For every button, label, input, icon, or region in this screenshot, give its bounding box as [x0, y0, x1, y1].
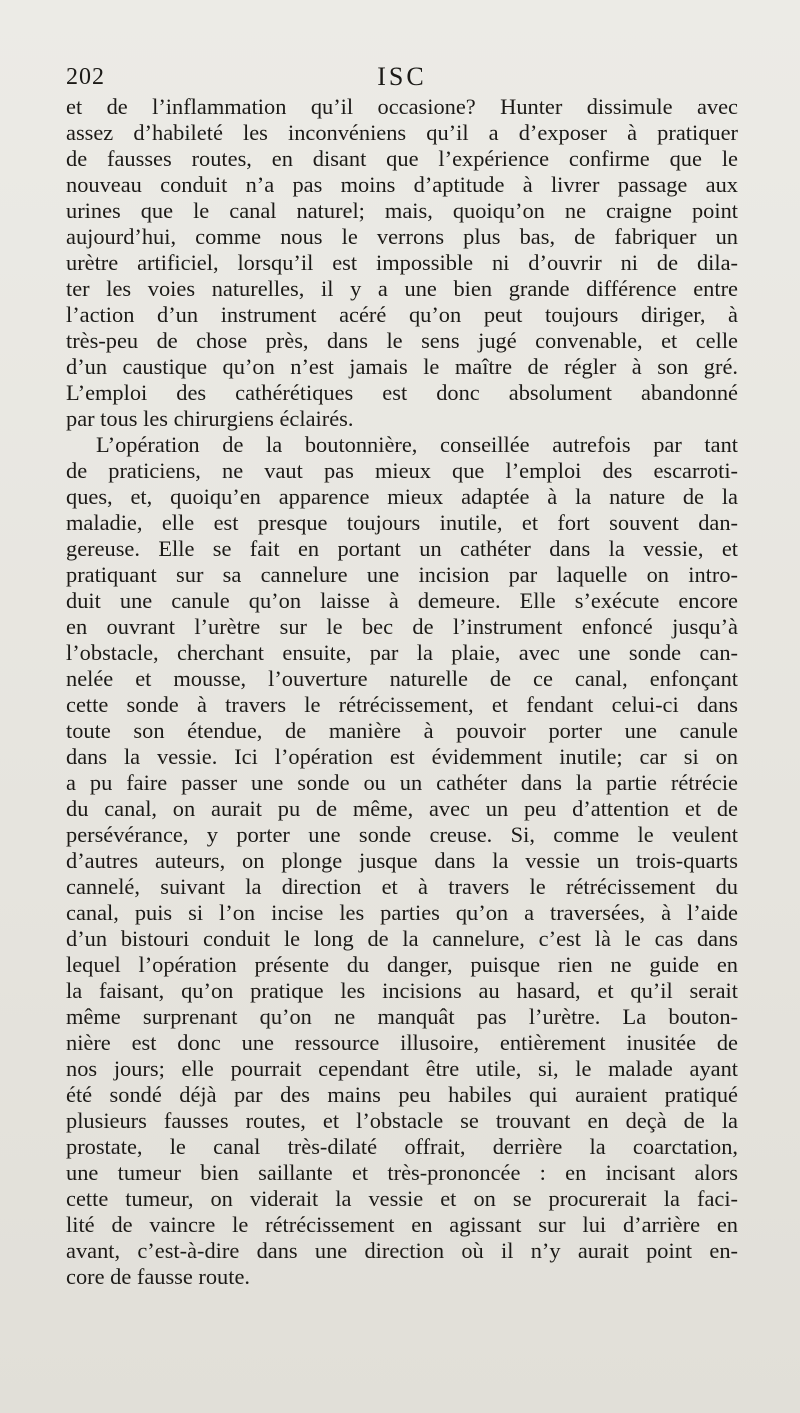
text-line: L’emploi des cathérétiques est donc absolument abandonné	[66, 380, 738, 405]
text-line: canal, puis si l’on incise les parties qu’on a traversées, à l’aide	[66, 900, 738, 925]
running-head: ISC	[377, 62, 427, 91]
text-line: nouveau conduit n’a pas moins d’aptitude à livrer passage aux	[66, 172, 738, 197]
text-line: ques, et, quoiqu’en apparence mieux adaptée à la nature de la	[66, 484, 738, 509]
text-line: même surprenant qu’on ne manquât pas l’urètre. La bouton-	[66, 1004, 738, 1029]
text-line: L’opération de la boutonnière, conseillée autrefois par tant	[96, 432, 738, 457]
text-line: lité de vaincre le rétrécissement en agissant sur lui d’arrière en	[66, 1212, 738, 1237]
text-line: l’action d’un instrument acéré qu’on peut toujours diriger, à	[66, 302, 738, 327]
body-text	[66, 94, 738, 1290]
text-line: très-peu de chose près, dans le sens jugé convenable, et celle	[66, 328, 738, 353]
text-line: maladie, elle est presque toujours inutile, et fort souvent dan-	[66, 510, 738, 535]
text-line: la faisant, qu’on pratique les incisions au hasard, et qu’il serait	[66, 978, 738, 1003]
text-line: urètre artificiel, lorsqu’il est impossible ni d’ouvrir ni de dila-	[66, 250, 738, 275]
text-line: plusieurs fausses routes, et l’obstacle se trouvant en deçà de la	[66, 1108, 738, 1133]
page-number: 202	[66, 64, 105, 90]
text-line: pratiquant sur sa cannelure une incision par laquelle on intro-	[66, 562, 738, 587]
text-line: du canal, on aurait pu de même, avec un peu d’attention et de	[66, 796, 738, 821]
text-line: par tous les chirurgiens éclairés.	[66, 406, 354, 431]
text-line: de praticiens, ne vaut pas mieux que l’emploi des escarroti-	[66, 458, 738, 483]
text-line: en ouvrant l’urètre sur le bec de l’instrument enfoncé jusqu’à	[66, 614, 738, 639]
text-line: ter les voies naturelles, il y a une bien grande différence entre	[66, 276, 738, 301]
text-line: et de l’inflammation qu’il occasione? Hunter dissimule avec	[66, 94, 738, 119]
text-line: avant, c’est-à-dire dans une direction où il n’y aurait point en-	[66, 1238, 738, 1263]
text-line: cannelé, suivant la direction et à travers le rétrécissement du	[66, 874, 738, 899]
text-line: cette tumeur, on viderait la vessie et on se procurerait la faci-	[66, 1186, 738, 1211]
text-line: dans la vessie. Ici l’opération est évidemment inutile; car si on	[66, 744, 738, 769]
text-line: l’obstacle, cherchant ensuite, par la plaie, avec une sonde can-	[66, 640, 738, 665]
text-line: toute son étendue, de manière à pouvoir porter une canule	[66, 718, 738, 743]
text-line: assez d’habileté les inconvéniens qu’il a d’exposer à pratiquer	[66, 120, 738, 145]
text-line: gereuse. Elle se fait en portant un cathéter dans la vessie, et	[66, 536, 738, 561]
text-line: nos jours; elle pourrait cependant être utile, si, le malade ayant	[66, 1056, 738, 1081]
text-line: urines que le canal naturel; mais, quoiqu’on ne craigne point	[66, 198, 738, 223]
text-line: d’un bistouri conduit le long de la cannelure, c’est là le cas dans	[66, 926, 738, 951]
text-line: persévérance, y porter une sonde creuse. Si, comme le veulent	[66, 822, 738, 847]
text-line: nière est donc une ressource illusoire, entièrement inusitée de	[66, 1030, 738, 1055]
text-line: de fausses routes, en disant que l’expérience confirme que le	[66, 146, 738, 171]
text-line: une tumeur bien saillante et très-prononcée : en incisant alors	[66, 1160, 738, 1185]
text-line: nelée et mousse, l’ouverture naturelle de ce canal, enfonçant	[66, 666, 738, 691]
text-line: cette sonde à travers le rétrécissement, et fendant celui-ci dans	[66, 692, 738, 717]
text-line: a pu faire passer une sonde ou un cathéter dans la partie rétrécie	[66, 770, 738, 795]
text-line: d’un caustique qu’on n’est jamais le maître de régler à son gré.	[66, 354, 738, 379]
text-line: duit une canule qu’on laisse à demeure. Elle s’exécute encore	[66, 588, 738, 613]
paragraph	[66, 94, 738, 432]
text-line: prostate, le canal très-dilaté offrait, derrière la coarctation,	[66, 1134, 738, 1159]
text-line: d’autres auteurs, on plonge jusque dans la vessie un trois-quarts	[66, 848, 738, 873]
text-line: lequel l’opération présente du danger, puisque rien ne guide en	[66, 952, 738, 977]
text-line: aujourd’hui, comme nous le verrons plus bas, de fabriquer un	[66, 224, 738, 249]
page-header	[66, 62, 738, 96]
paragraph	[66, 432, 738, 1290]
text-line: core de fausse route.	[66, 1264, 251, 1289]
text-line: été sondé déjà par des mains peu habiles qui auraient pratiqué	[66, 1082, 738, 1107]
